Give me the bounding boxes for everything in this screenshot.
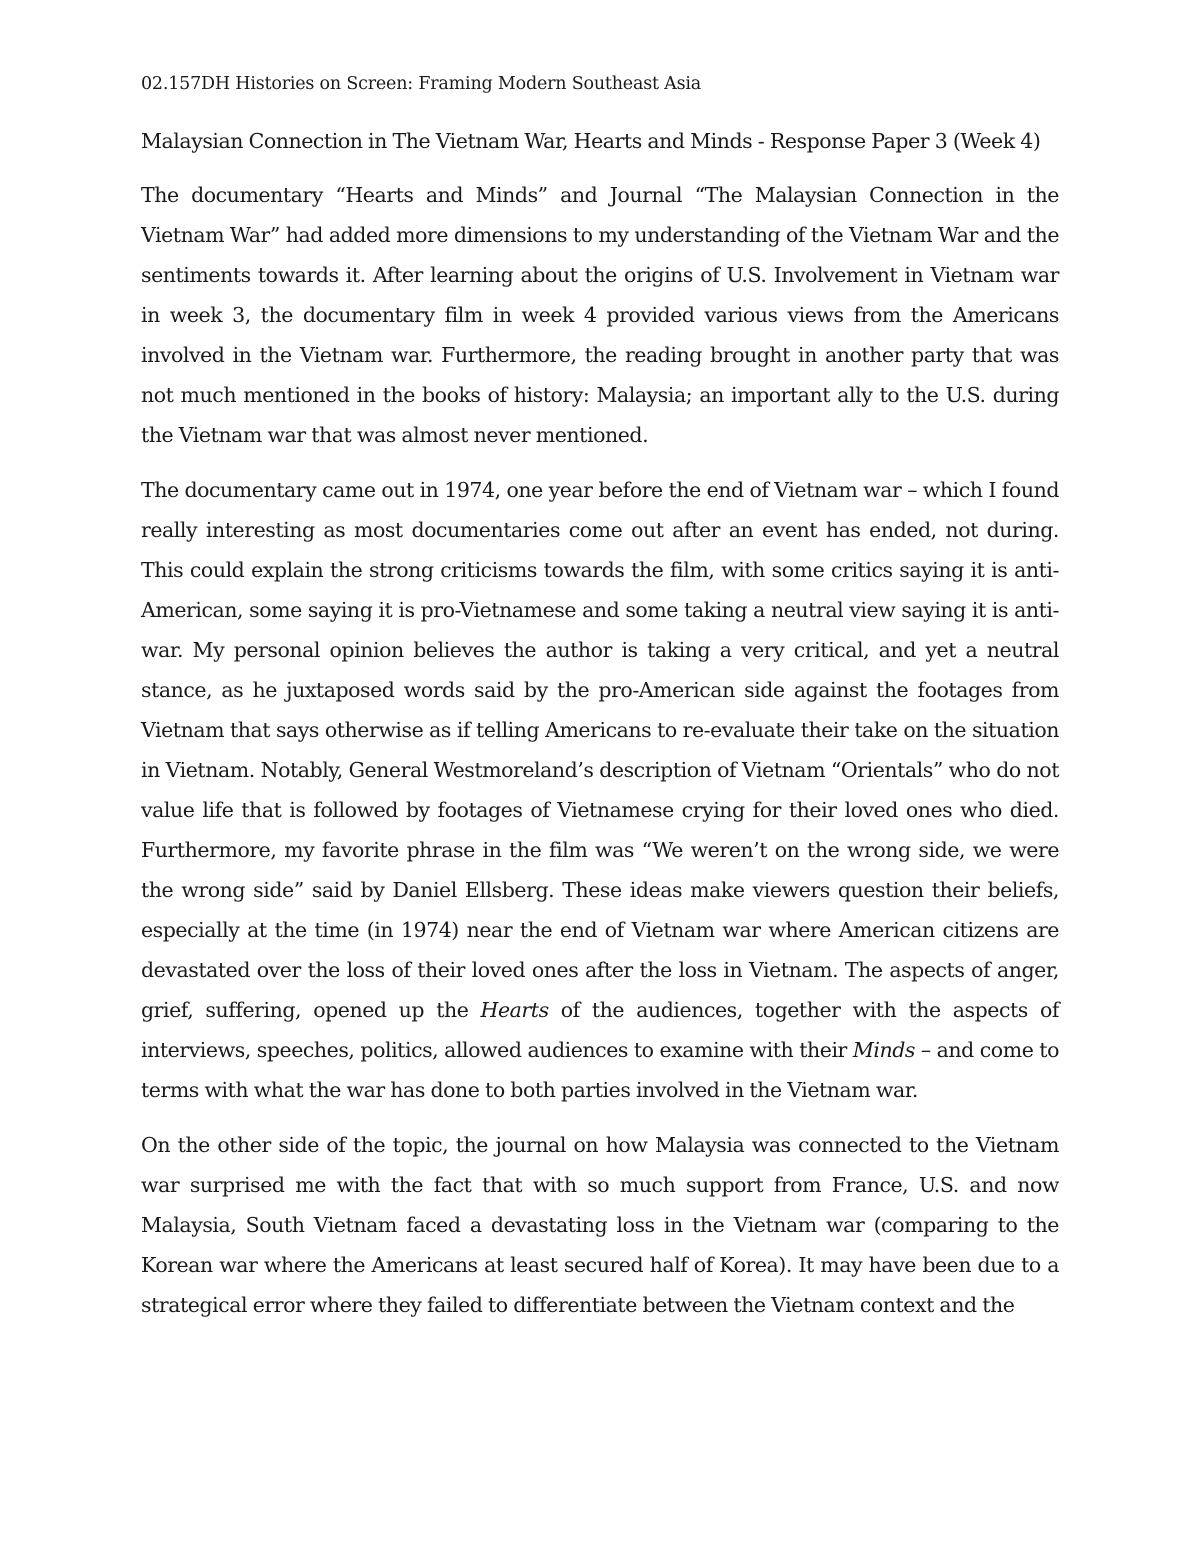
- emphasis-hearts: Hearts: [480, 998, 549, 1022]
- paragraph-documentary-text-3: – and come to terms with what the war has done to both parties involved in the Vietnam war.: [141, 1038, 1059, 1102]
- paper-title: Malaysian Connection in The Vietnam War, Hearts and Minds - Response Paper 3 (Week 4): [141, 129, 1041, 153]
- emphasis-minds: Minds: [852, 1038, 915, 1062]
- paragraph-documentary-text-2: of the audiences, together with the aspects of interviews, speeches, politics, allowed audiences to examine with their: [141, 998, 1060, 1062]
- paragraph-intro: The documentary “Hearts and Minds” and Journal “The Malaysian Connection in the Vietnam War” had added more dimensions to my understanding of the Vietnam War and the sentiments towards it. After learning about the origins of U.S. Involvement in Vietnam war in week 3, the documentary film in week 4 provided various views from the Americans involved in the Vietnam war. Furthermore, the reading brought in another party that was not much mentioned in the books of history: Malaysia; an important ally to the U.S. during the Vietnam war that was almost never mentioned.: [141, 183, 1059, 447]
- paragraph-documentary: [141, 470, 1059, 1110]
- paragraph-documentary-text-1: The documentary came out in 1974, one year before the end of Vietnam war – which I found really interesting as most documentaries come out after an event has ended, not during. This could explain the strong criticisms towards the film, with some critics saying it is anti-American, some saying it is pro-Vietnamese and some taking a neutral view saying it is anti-war. My personal opinion believes the author is taking a very critical, and yet a neutral stance, as he juxtaposed words said by the pro-American side against the footages from Vietnam that says otherwise as if telling Americans to re-evaluate their take on the situation in Vietnam. Notably, General Westmoreland’s description of Vietnam “Orientals” who do not value life that is followed by footages of Vietnamese crying for their loved ones who died. Furthermore, my favorite phrase in the film was “We weren’t on the wrong side, we were the wrong side” said by Daniel Ellsberg. These ideas make viewers question their beliefs, especially at the time (in 1974) near the end of Vietnam war where American citizens are devastated over the loss of their loved ones after the loss in Vietnam. The aspects of anger, grief, suffering, opened up the: [141, 478, 1059, 1022]
- course-header: 02.157DH Histories on Screen: Framing Modern Southeast Asia: [141, 74, 702, 94]
- page-content: [141, 66, 1059, 1340]
- paragraph-malaysia: On the other side of the topic, the journal on how Malaysia was connected to the Vietnam war surprised me with the fact that with so much support from France, U.S. and now Malaysia, South Vietnam faced a devastating loss in the Vietnam war (comparing to the Korean war where the Americans at least secured half of Korea). It may have been due to a strategical error where they failed to differentiate between the Vietnam context and the: [141, 1133, 1059, 1317]
